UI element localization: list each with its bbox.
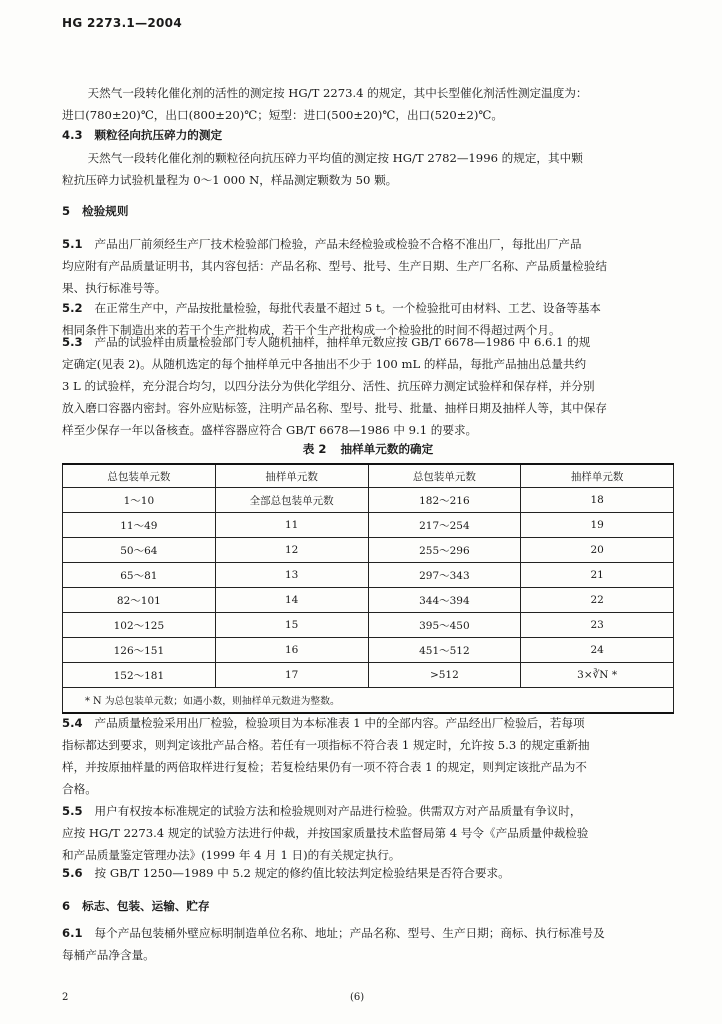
table-cell: 14 bbox=[215, 588, 368, 613]
text-line: 每桶产品净含量。 bbox=[62, 948, 155, 962]
sampling-units-table bbox=[62, 463, 674, 714]
paragraph-6-1 bbox=[62, 922, 674, 966]
table-row bbox=[63, 538, 674, 563]
text-line: 天然气一段转化催化剂的颗粒径向抗压碎力平均值的测定按 HG/T 2782—1996 的规定，其中颗 bbox=[87, 151, 583, 165]
text-line: 果、执行标准号等。 bbox=[62, 281, 167, 295]
table-cell: 12 bbox=[215, 538, 368, 563]
column-header: 总包装单元数 bbox=[63, 464, 216, 488]
clause-number: 6.1 bbox=[62, 926, 83, 940]
clause-number: 5.1 bbox=[62, 237, 83, 251]
text-span: 每个产品包装桶外壁应标明制造单位名称、地址；产品名称、型号、生产日期；商标、执行标准号及 bbox=[94, 926, 605, 940]
text-line: 样至少保存一年以备核查。盛样容器应符合 GB/T 6678—1986 中 9.1 的要求。 bbox=[62, 423, 478, 437]
text-line bbox=[62, 800, 674, 822]
section-heading-5 bbox=[62, 200, 674, 222]
table-cell: 344～394 bbox=[368, 588, 521, 613]
section-heading-4-3 bbox=[62, 124, 674, 146]
paragraph-5-5 bbox=[62, 800, 674, 866]
text-line: 定确定(见表 2)。从随机选定的每个抽样单元中各抽出不少于 100 mL 的样品，每批产品抽出总量共约 bbox=[62, 357, 587, 371]
paragraph-5-6 bbox=[62, 862, 674, 884]
text-line bbox=[62, 297, 674, 319]
page-number-left: 2 bbox=[62, 992, 69, 1003]
table-caption bbox=[62, 441, 674, 457]
column-header: 抽样单元数 bbox=[215, 464, 368, 488]
text-line: 天然气一段转化催化剂的活性的测定按 HG/T 2273.4 的规定，其中长型催化剂活性测定温度为： bbox=[87, 86, 588, 100]
text-span: 产品质量检验采用出厂检验，检验项目为本标准表 1 中的全部内容。产品经出厂检验后，若每项 bbox=[94, 716, 585, 730]
standard-number-header: HG 2273.1—2004 bbox=[62, 16, 182, 30]
text-line: 放入磨口容器内密封。容外应贴标签，注明产品名称、型号、批号、批量、抽样日期及抽样人等，其中保存 bbox=[62, 401, 607, 415]
table-header-row bbox=[63, 464, 674, 488]
table-cell: 182～216 bbox=[368, 488, 521, 513]
clause-number: 5.5 bbox=[62, 804, 83, 818]
text-line: 进口(780±20)℃，出口(800±20)℃；短型：进口(500±20)℃，出口(520±2)℃。 bbox=[62, 108, 503, 122]
table-cell: 全部总包装单元数 bbox=[215, 488, 368, 513]
table-footnote: * N 为总包装单元数；如遇小数，则抽样单元数进为整数。 bbox=[63, 688, 674, 714]
table-row bbox=[63, 588, 674, 613]
text-line: 均应附有产品质量证明书，其内容包括：产品名称、型号、批号、生产日期、生产厂名称、产品质量检验结 bbox=[62, 259, 607, 273]
text-line: 和产品质量鉴定管理办法》(1999 年 4 月 1 日)的有关规定执行。 bbox=[62, 848, 401, 862]
text-line: 指标都达到要求，则判定该批产品合格。若任有一项指标不符合表 1 规定时，允许按 5.3 的规定重新抽 bbox=[62, 738, 590, 752]
text-span: 按 GB/T 1250—1989 中 5.2 规定的修约值比较法判定检验结果是否符合要求。 bbox=[94, 866, 510, 880]
text-span: 产品的试验样由质量检验部门专人随机抽样，抽样单元数应按 GB/T 6678—1986 中 6.6.1 的规 bbox=[94, 335, 591, 349]
table-cell: 21 bbox=[521, 563, 674, 588]
table-cell: 11 bbox=[215, 513, 368, 538]
table-note-row bbox=[63, 688, 674, 714]
text-line: 应按 HG/T 2273.4 规定的试验方法进行仲裁，并按国家质量技术监督局第 4 号令《产品质量仲裁检验 bbox=[62, 826, 589, 840]
table-cell: 297～343 bbox=[368, 563, 521, 588]
table-cell: 82～101 bbox=[63, 588, 216, 613]
table-cell: >512 bbox=[368, 663, 521, 688]
table-row bbox=[63, 663, 674, 688]
section-number: 6 bbox=[62, 899, 71, 913]
text-line: 样，并按原抽样量的两倍取样进行复检；若复检结果仍有一项不符合表 1 的规定，则判定该批产品为不 bbox=[62, 760, 587, 774]
text-line: 粒抗压碎力试验机量程为 0～1 000 N，样品测定颗数为 50 颗。 bbox=[62, 173, 398, 187]
table-cell: 17 bbox=[215, 663, 368, 688]
table-title: 抽样单元数的确定 bbox=[340, 442, 434, 456]
section-heading-6 bbox=[62, 895, 674, 917]
text-line: 相同条件下制造出来的若干个生产批构成，若干个生产批构成一个检验批的时间不得超过两个月。 bbox=[62, 323, 561, 337]
table-cell: 126～151 bbox=[63, 638, 216, 663]
paragraph-5-1 bbox=[62, 233, 674, 299]
table-number: 表 2 bbox=[302, 442, 327, 456]
table-cell: 11～49 bbox=[63, 513, 216, 538]
paragraph-5-3 bbox=[62, 331, 674, 441]
table-cell: 16 bbox=[215, 638, 368, 663]
table-cell: 50～64 bbox=[63, 538, 216, 563]
page-number-center: (6) bbox=[350, 992, 365, 1003]
table-cell: 23 bbox=[521, 613, 674, 638]
text-span: 用户有权按本标准规定的试验方法和检验规则对产品进行检验。供需双方对产品质量有争议时， bbox=[94, 804, 582, 818]
text-line bbox=[62, 862, 674, 884]
table-cell: 65～81 bbox=[63, 563, 216, 588]
section-number: 4.3 bbox=[62, 128, 83, 142]
table-cell: 152～181 bbox=[63, 663, 216, 688]
table-cell: 22 bbox=[521, 588, 674, 613]
table-cell: 255～296 bbox=[368, 538, 521, 563]
text-line bbox=[62, 233, 674, 255]
table-row bbox=[63, 563, 674, 588]
clause-number: 5.4 bbox=[62, 716, 83, 730]
section-title: 检验规则 bbox=[82, 204, 129, 218]
table-cell: 24 bbox=[521, 638, 674, 663]
table-cell: 451～512 bbox=[368, 638, 521, 663]
text-line: 合格。 bbox=[62, 782, 97, 796]
table-row bbox=[63, 638, 674, 663]
table-cell: 395～450 bbox=[368, 613, 521, 638]
paragraph-5-4 bbox=[62, 712, 674, 800]
text-line bbox=[62, 331, 674, 353]
table-cell: 19 bbox=[521, 513, 674, 538]
text-span: 在正常生产中，产品按批量检验，每批代表量不超过 5 t。一个检验批可由材料、工艺、设备等基本 bbox=[94, 301, 601, 315]
text-line: 3 L 的试验样，充分混合均匀，以四分法分为供化学组分、活性、抗压碎力测定试验样和保存样，并分别 bbox=[62, 379, 595, 393]
clause-number: 5.2 bbox=[62, 301, 83, 315]
clause-number: 5.3 bbox=[62, 335, 83, 349]
table-cell: 15 bbox=[215, 613, 368, 638]
table-cell: 217～254 bbox=[368, 513, 521, 538]
paragraph-4-3 bbox=[62, 147, 674, 191]
column-header: 总包装单元数 bbox=[368, 464, 521, 488]
table-cell: 13 bbox=[215, 563, 368, 588]
paragraph-4-2 bbox=[62, 82, 674, 126]
table-cell: 3×∛N * bbox=[521, 663, 674, 688]
section-title: 颗粒径向抗压碎力的测定 bbox=[94, 128, 223, 142]
section-number: 5 bbox=[62, 204, 71, 218]
text-line bbox=[62, 922, 674, 944]
table-row bbox=[63, 613, 674, 638]
table-cell: 1～10 bbox=[63, 488, 216, 513]
table-row bbox=[63, 513, 674, 538]
table-cell: 20 bbox=[521, 538, 674, 563]
table-cell: 18 bbox=[521, 488, 674, 513]
text-span: 产品出厂前须经生产厂技术检验部门检验，产品未经检验或检验不合格不准出厂，每批出厂产品 bbox=[94, 237, 582, 251]
section-title: 标志、包装、运输、贮存 bbox=[82, 899, 210, 913]
table-cell: 102～125 bbox=[63, 613, 216, 638]
column-header: 抽样单元数 bbox=[521, 464, 674, 488]
clause-number: 5.6 bbox=[62, 866, 83, 880]
text-line bbox=[62, 712, 674, 734]
table-row bbox=[63, 488, 674, 513]
